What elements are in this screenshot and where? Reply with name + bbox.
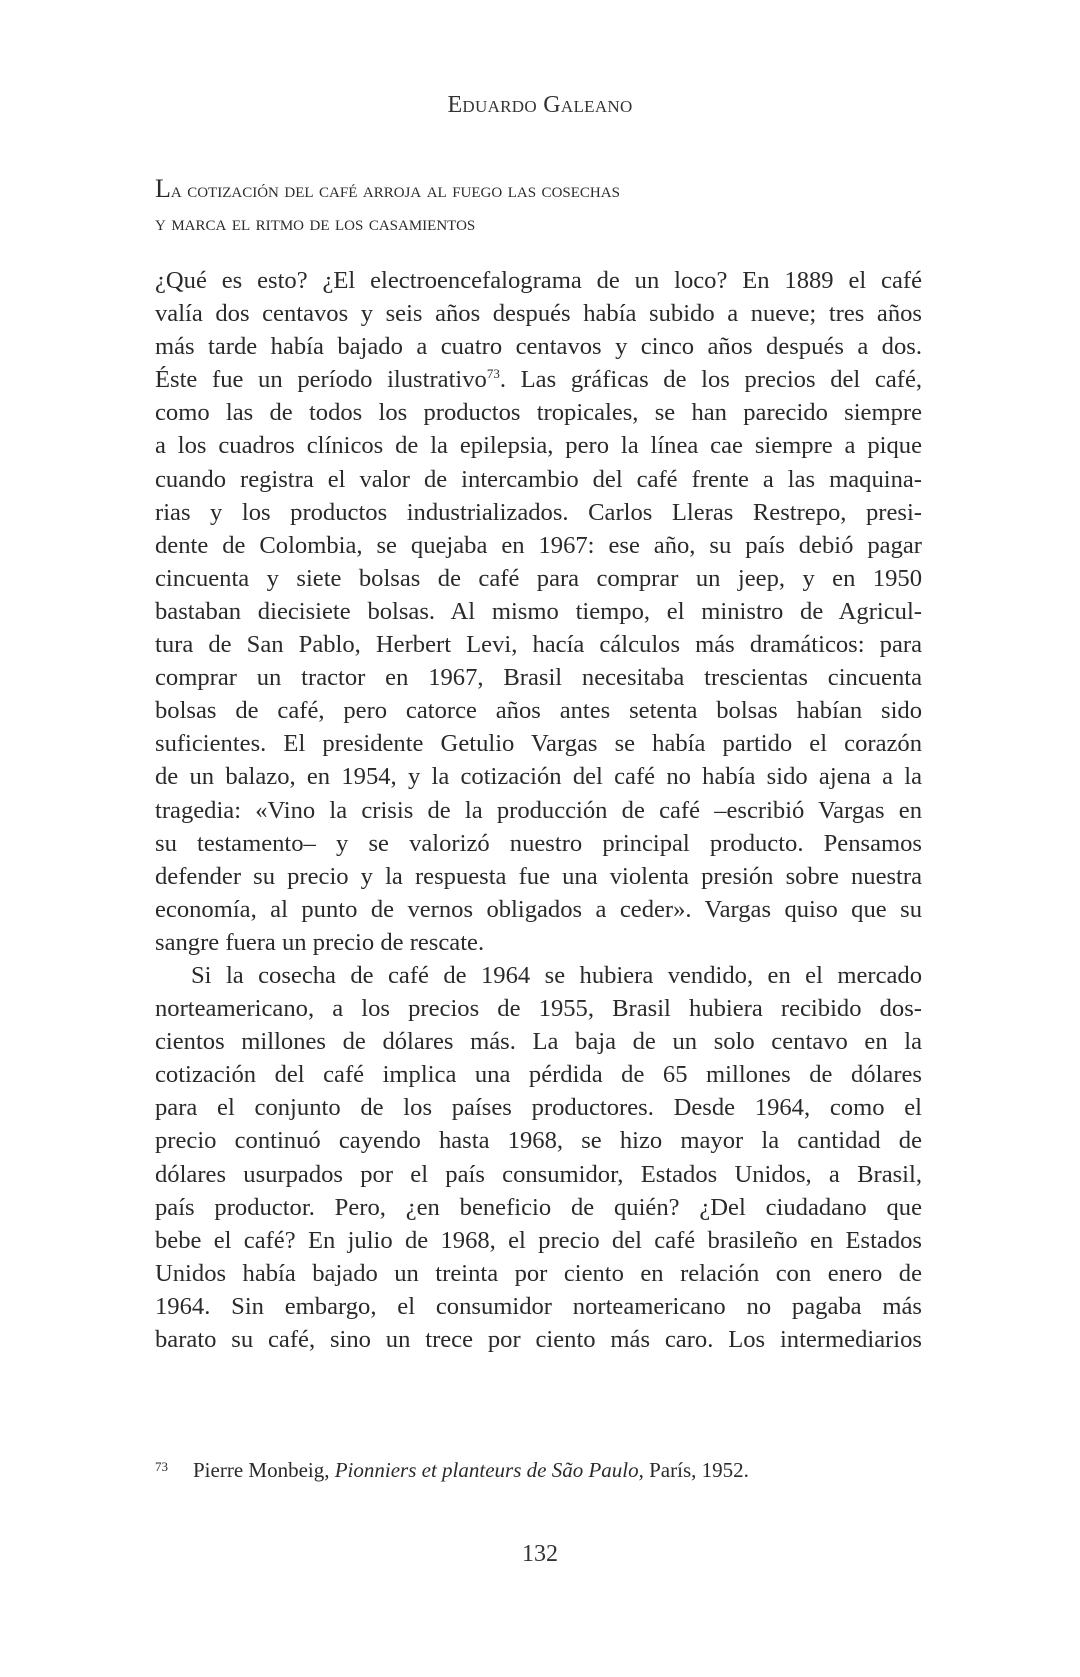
text-line: tragedia: «Vino la crisis de la producción de café –escribió Vargas en: [155, 796, 922, 824]
footnote-number: 73: [155, 1459, 168, 1474]
page-number: 132: [522, 1541, 558, 1567]
body-text: [155, 264, 922, 1356]
text-line: más tarde había bajado a cuatro centavos y cinco años después a dos.: [155, 333, 922, 361]
text-line: norteamericano, a los precios de 1955, Brasil hubiera recibido dos-: [155, 995, 922, 1023]
paragraph-2: [155, 959, 922, 1356]
footnote-reference: 73: [486, 366, 500, 382]
text-line: economía, al punto de vernos obligados a ceder». Vargas quiso que su: [155, 895, 922, 923]
chapter-title-line-1: [155, 172, 915, 206]
text-line: cotización del café implica una pérdida de 65 millones de dólares: [155, 1061, 922, 1089]
text-line: como las de todos los productos tropicales, se han parecido siempre: [155, 399, 922, 427]
chapter-title-initial: L: [155, 174, 171, 203]
text-line: sangre fuera un precio de rescate.: [155, 928, 485, 956]
text-line: ¿Qué es esto? ¿El electroencefalograma de un loco? En 1889 el café: [155, 267, 922, 294]
text-line: Si la cosecha de café de 1964 se hubiera vendido, en el mercado: [191, 961, 922, 989]
footnote: [155, 1458, 915, 1483]
text-line: cuando registra el valor de intercambio del café frente a las maquina-: [155, 465, 922, 493]
chapter-title: [155, 172, 915, 239]
text-line: a los cuadros clínicos de la epilepsia, pero la línea cae siempre a pique: [155, 432, 922, 460]
text-line: para el conjunto de los países productores. Desde 1964, como el: [155, 1094, 922, 1122]
text-line: su testamento– y se valorizó nuestro principal producto. Pensamos: [155, 829, 922, 857]
text-line: de un balazo, en 1954, y la cotización del café no había sido ajena a la: [155, 763, 922, 791]
text-line: bastaban diecisiete bolsas. Al mismo tiempo, el ministro de Agricul-: [155, 597, 922, 625]
text-line: barato su café, sino un trece por ciento más caro. Los intermediarios: [155, 1326, 922, 1353]
text-line: 1964. Sin embargo, el consumidor norteamericano no pagaba más: [155, 1292, 922, 1320]
text-line: dólares usurpados por el país consumidor, Estados Unidos, a Brasil,: [155, 1160, 922, 1188]
text-line: cientos millones de dólares más. La baja de un solo centavo en la: [155, 1028, 922, 1056]
text-line: bolsas de café, pero catorce años antes setenta bolsas habían sido: [155, 697, 922, 725]
chapter-title-line-1-rest: a cotización del café arroja al fuego las cosechas: [170, 177, 620, 202]
footnote-book-title: Pionniers et planteurs de São Paulo: [334, 1458, 639, 1482]
text-line-with-note: Éste fue un período ilustrativo$^{73}$. Las gráficas de los precios del café,: [155, 366, 923, 394]
text-line: rias y los productos industrializados. Carlos Lleras Restrepo, presi-: [155, 498, 922, 526]
running-head-author: Eduardo Galeano: [447, 92, 633, 118]
text-line: comprar un tractor en 1967, Brasil necesitaba trescientas cincuenta: [155, 664, 922, 692]
text-line: [155, 363, 922, 396]
text-line: Unidos había bajado un treinta por ciento en relación con enero de: [155, 1259, 922, 1287]
text-line: suficientes. El presidente Getulio Vargas se había partido el corazón: [155, 730, 922, 758]
text-line: precio continuó cayendo hasta 1968, se hizo mayor la cantidad de: [155, 1127, 922, 1155]
text-line: bebe el café? En julio de 1968, el precio del café brasileño en Estados: [155, 1226, 922, 1254]
text-line: dente de Colombia, se quejaba en 1967: ese año, su país debió pagar: [155, 531, 922, 559]
chapter-title-line-2: y marca el ritmo de los casamientos: [155, 210, 476, 235]
text-line: tura de San Pablo, Herbert Levi, hacía cálculos más dramáticos: para: [155, 631, 922, 659]
text-line: país productor. Pero, ¿en beneficio de quién? ¿Del ciudadano que: [155, 1193, 922, 1221]
paragraph-1: [155, 264, 922, 959]
footnote-publication: , París, 1952.: [638, 1458, 749, 1482]
footnote-author: Pierre Monbeig,: [193, 1458, 335, 1482]
text-line: valía dos centavos y seis años después había subido a nueve; tres años: [155, 300, 922, 328]
text-line: defender su precio y la respuesta fue una violenta presión sobre nuestra: [155, 862, 922, 890]
text-line: cincuenta y siete bolsas de café para comprar un jeep, y en 1950: [155, 564, 922, 592]
